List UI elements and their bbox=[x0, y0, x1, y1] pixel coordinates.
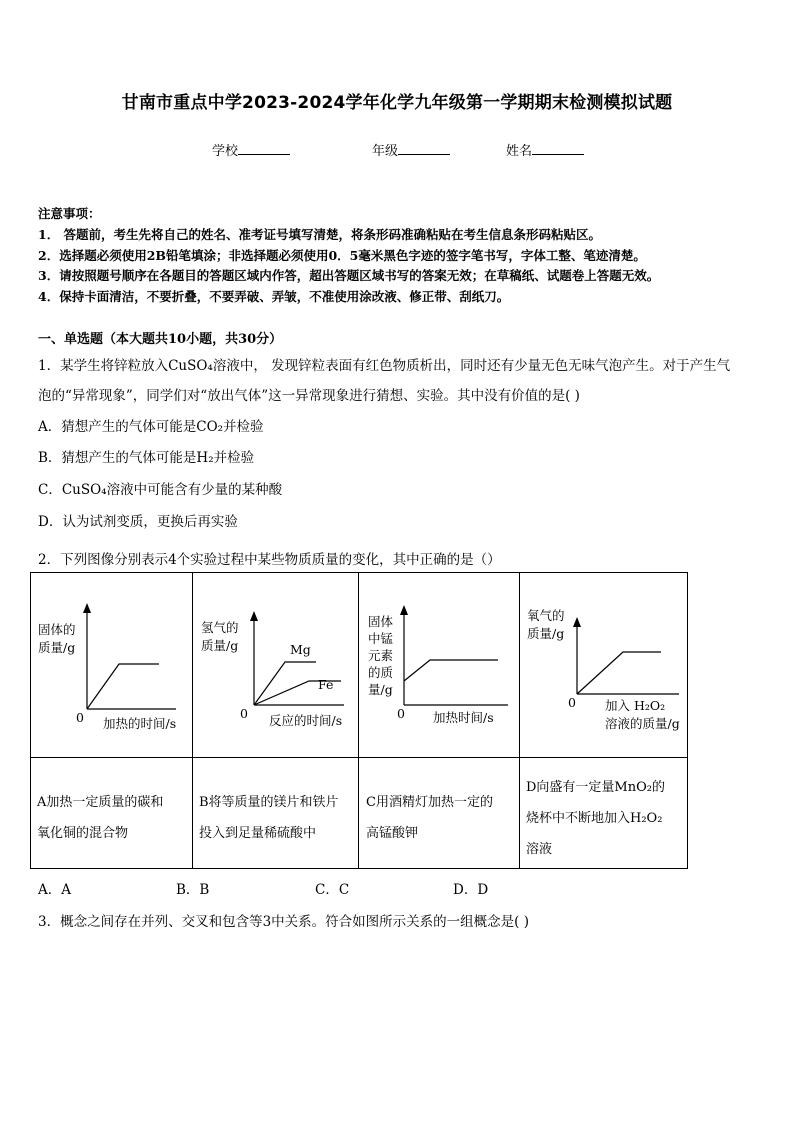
q2-graph-table bbox=[30, 572, 688, 869]
q2-option-d[interactable]: D．D bbox=[453, 882, 489, 898]
graph-b-xlabel: 反应的时间/s bbox=[269, 713, 343, 728]
grade-label: 年级 bbox=[372, 144, 399, 159]
option-a-description: A加热一定质量的碳和 氧化铜的混合物 bbox=[37, 795, 164, 841]
q2-option-c[interactable]: C．C bbox=[315, 882, 350, 898]
graph-d-xlabel: 加入 H₂O₂ 溶液的质量/g bbox=[605, 698, 680, 731]
graph-b-origin: 0 bbox=[240, 706, 248, 721]
graph-c-origin: 0 bbox=[397, 706, 405, 721]
graph-c-plot bbox=[358, 573, 519, 757]
name-field[interactable] bbox=[506, 140, 584, 159]
q3-stem: 3．概念之间存在并列、交叉和包含等3中关系。符合如图所示关系的一组概念是( ) bbox=[38, 914, 530, 930]
graph-d-origin: 0 bbox=[568, 695, 576, 710]
graph-a-origin: 0 bbox=[76, 710, 84, 725]
q1-stem-line1: 1．某学生将锌粒放入CuSO₄溶液中， 发现锌粒表面有红色物质析出，同时还有少量无色无味气泡产生。对于产生气 bbox=[38, 358, 731, 374]
section-heading: 一、单选题（本大题共10小题，共30分） bbox=[38, 332, 283, 347]
graph-d-ylabel: 氧气的 质量/g bbox=[527, 608, 565, 641]
name-label: 姓名 bbox=[506, 144, 533, 159]
graph-a-ylabel: 固体的 质量/g bbox=[38, 622, 76, 655]
name-blank[interactable] bbox=[532, 142, 584, 155]
grade-blank[interactable] bbox=[398, 142, 450, 155]
graph-c-ylabel: 固体 中锰 元素 的质 量/g bbox=[368, 614, 394, 697]
q2-stem: 2．下列图像分别表示4个实验过程中某些物质质量的变化，其中正确的是（） bbox=[38, 552, 501, 568]
q1-option-c[interactable]: C．CuSO₄溶液中可能含有少量的某种酸 bbox=[38, 482, 283, 498]
q2-option-b[interactable]: B．B bbox=[176, 882, 210, 898]
note-item: 4．保持卡面清洁，不要折叠，不要弄破、弄皱，不准使用涂改液、修正带、刮纸刀。 bbox=[38, 289, 510, 304]
option-c-description: C用酒精灯加热一定的 高锰酸钾 bbox=[366, 795, 493, 841]
graph-b-ylabel: 氢气的 质量/g bbox=[201, 620, 239, 653]
page-title: 甘南市重点中学2023-2024学年化学九年级第一学期期末检测模拟试题 bbox=[121, 93, 673, 113]
q1-option-d[interactable]: D．认为试剂变质，更换后再实验 bbox=[38, 514, 238, 530]
grade-field[interactable] bbox=[372, 140, 450, 159]
note-item: 2．选择题必须使用2B铅笔填涂；非选择题必须使用0．5毫米黑色字迹的签字笔书写，字体工整、笔迹清楚。 bbox=[38, 248, 646, 263]
q1-option-b[interactable]: B．猜想产生的气体可能是H₂并检验 bbox=[38, 450, 255, 466]
graph-b-series-fe: Fe bbox=[318, 677, 334, 692]
q1-stem-line2: 泡的“异常现象”，同学们对“放出气体”这一异常现象进行猜想、实验。其中没有价值的是( ) bbox=[38, 388, 580, 404]
graph-c-xlabel: 加热时间/s bbox=[433, 710, 494, 725]
option-b-description: B将等质量的镁片和铁片 投入到足量稀硫酸中 bbox=[199, 795, 339, 841]
notes-heading: 注意事项： bbox=[38, 206, 101, 221]
graph-b-series-mg: Mg bbox=[290, 642, 311, 657]
school-label: 学校 bbox=[212, 144, 239, 159]
note-item: 3．请按照题号顺序在各题目的答题区域内作答，超出答题区域书写的答案无效；在草稿纸、试题卷上答题无效。 bbox=[38, 268, 660, 283]
school-blank[interactable] bbox=[238, 142, 290, 155]
graph-a-xlabel: 加热的时间/s bbox=[103, 716, 177, 731]
q1-option-a[interactable]: A．猜想产生的气体可能是CO₂并检验 bbox=[38, 419, 264, 435]
school-field[interactable] bbox=[212, 140, 290, 159]
q2-option-a[interactable]: A．A bbox=[38, 882, 71, 898]
note-item: 1． 答题前，考生先将自己的姓名、准考证号填写清楚，将条形码准确粘贴在考生信息条形码粘贴区。 bbox=[38, 227, 602, 242]
option-d-description: D向盛有一定量MnO₂的 烧杯中不断地加入H₂O₂ 溶液 bbox=[526, 780, 665, 857]
table-divider bbox=[31, 757, 687, 758]
